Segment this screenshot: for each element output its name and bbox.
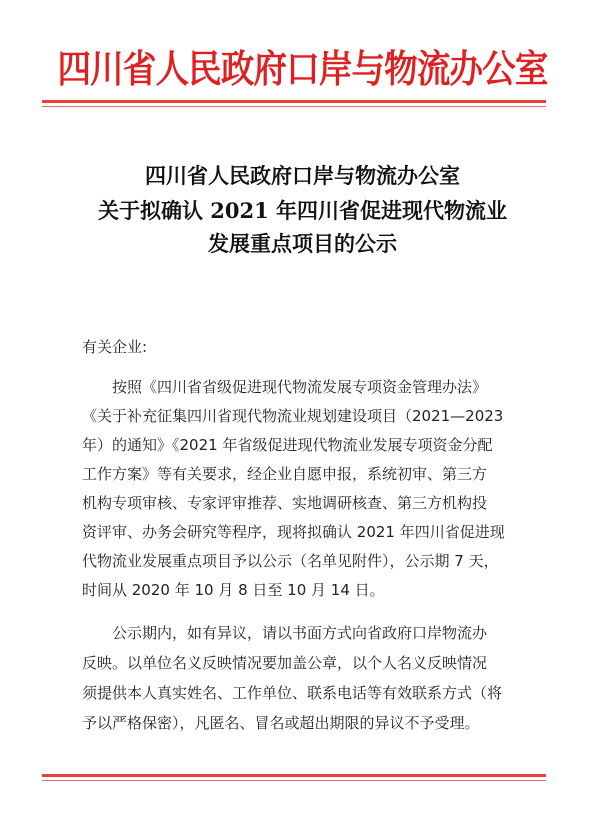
salutation: 有关企业:: [82, 338, 148, 356]
paragraph-2-line: 须提供本人真实姓名、工作单位、联系电话等有效联系方式（将: [82, 684, 503, 702]
paragraph-2-line: 反映。以单位名义反映情况要加盖公章，以个人名义反映情况: [82, 654, 488, 672]
paragraph-1-line: 《关于补充征集四川省现代物流业规划建设项目（2021—2023: [82, 407, 504, 425]
paragraph-1-line: 机构专项审核、专家评审推荐、实地调研核查、第三方机构投: [82, 494, 488, 512]
document-title-line-3: 发展重点项目的公示: [208, 231, 397, 256]
footer-thin-rule: [42, 780, 546, 781]
paragraph-1-line: 按照《四川省省级促进现代物流发展专项资金管理办法》: [112, 378, 488, 396]
footer-red-rule: [42, 774, 546, 777]
paragraph-2-line: 予以严格保密），凡匿名、冒名或超出期限的异议不予受理。: [82, 714, 480, 732]
paragraph-2-line: 公示期内，如有异议，请以书面方式向省政府口岸物流办: [112, 624, 488, 642]
document-title-line-2: 关于拟确认 2021 年四川省促进现代物流业: [97, 198, 508, 223]
paragraph-1-line: 工作方案》等有关要求，经企业自愿申报，系统初审、第三方: [82, 465, 488, 483]
letterhead-red-rule: [42, 100, 546, 103]
paragraph-1-line: 年）的通知》《2021 年省级促进现代物流业发展专项资金分配: [82, 436, 493, 454]
letterhead-thin-rule: [42, 106, 546, 107]
paragraph-1-line: 时间从 2020 年 10 月 8 日至 10 月 14 日。: [82, 581, 385, 599]
paragraph-1-line: 资评审、办务会研究等程序，现将拟确认 2021 年四川省促进现: [82, 523, 505, 541]
letterhead-org-name: 四川省人民政府口岸与物流办公室: [57, 46, 548, 91]
paragraph-1-line: 代物流业发展重点项目予以公示（名单见附件），公示期 7 天，: [82, 552, 499, 570]
document-title-line-1: 四川省人民政府口岸与物流办公室: [145, 163, 460, 188]
